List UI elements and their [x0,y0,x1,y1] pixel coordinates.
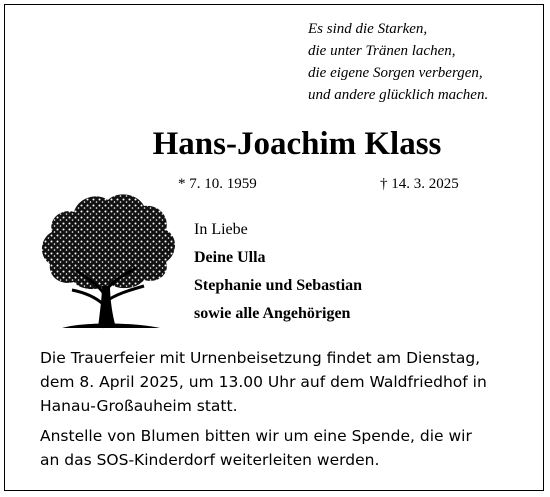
birth-date: * 7. 10. 1959 [178,176,257,192]
notice-line: Die Trauerfeier mit Urnenbeisetzung findet am Dienstag, [40,349,481,367]
tree-icon [32,186,182,334]
quote-line: Es sind die Starken, [308,21,428,37]
mourners-block [194,216,362,328]
mourner-line: sowie alle Angehörigen [194,305,351,322]
quote-line: die eigene Sorgen verbergen, [308,65,483,81]
memorial-quote [308,18,538,106]
mourner-line: Stephanie und Sebastian [194,277,363,294]
notice-line: Anstelle von Blumen bitten wir um eine Spende, die wir [40,427,472,445]
quote-line: die unter Tränen lachen, [308,43,456,59]
funeral-notice [40,346,530,418]
donation-notice [40,424,530,472]
mourner-line: Deine Ulla [194,249,266,266]
notice-line: an das SOS-Kinderdorf weiterleiten werden. [40,451,380,469]
mourners-intro: In Liebe [194,221,248,238]
notice-line: Hanau-Großauheim statt. [40,397,238,415]
notice-line: dem 8. April 2025, um 13.00 Uhr auf dem Waldfriedhof in [40,373,487,391]
quote-line: und andere glücklich machen. [308,87,489,103]
death-date: † 14. 3. 2025 [380,176,459,192]
deceased-name: Hans-Joachim Klass [152,126,442,162]
